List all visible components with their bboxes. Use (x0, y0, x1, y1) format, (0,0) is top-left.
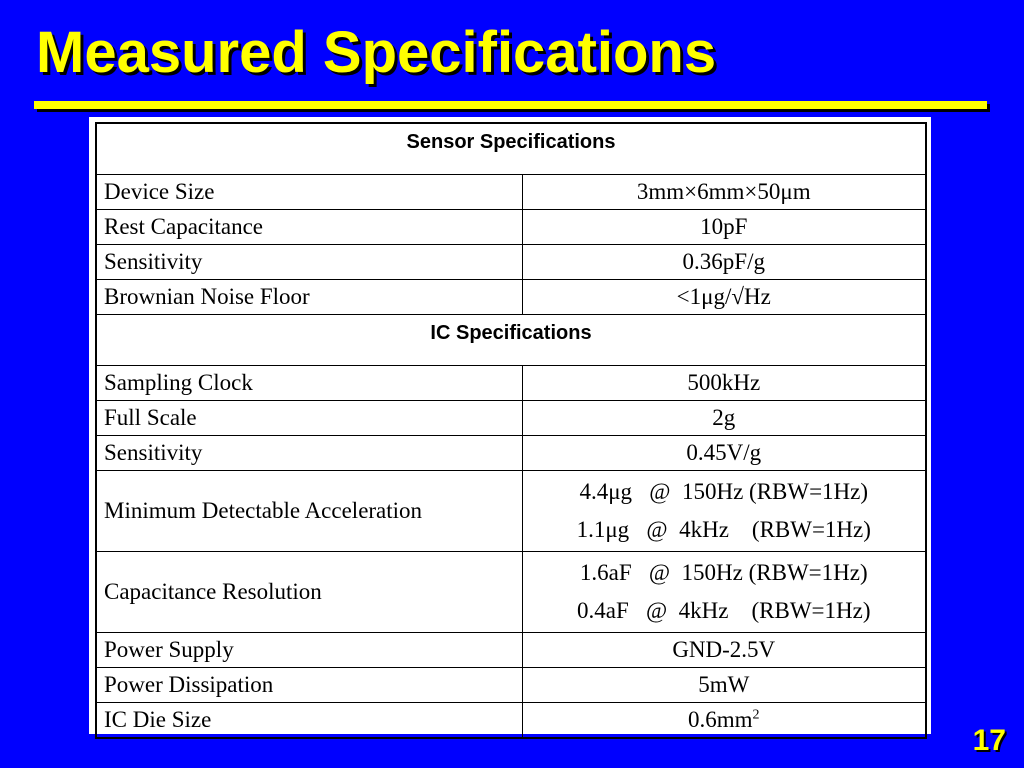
value-cell (522, 703, 926, 739)
table-section-header (96, 315, 926, 366)
value-cell: 500kHz (522, 366, 926, 401)
table-row (96, 175, 926, 210)
value-superscript: 2 (752, 707, 760, 723)
title-underline (34, 101, 987, 109)
value-cell: 5mW (522, 668, 926, 703)
value-cell: 2g (522, 401, 926, 436)
value-text: 0.6mm (687, 707, 753, 732)
slide-title: Measured Specifications (36, 20, 717, 85)
param-cell: Capacitance Resolution (96, 552, 522, 633)
value-cell (522, 552, 926, 633)
table-row (96, 401, 926, 436)
param-cell: Full Scale (96, 401, 522, 436)
param-cell: Sensitivity (96, 245, 522, 280)
sensor-section-heading: Sensor Specifications (96, 123, 926, 175)
ic-section-heading: IC Specifications (96, 315, 926, 366)
table-row (96, 366, 926, 401)
param-cell: Power Dissipation (96, 668, 522, 703)
table-row (96, 703, 926, 739)
table-section-header (96, 123, 926, 175)
param-cell: Sampling Clock (96, 366, 522, 401)
value-cell: 10pF (522, 210, 926, 245)
param-cell: Sensitivity (96, 436, 522, 471)
param-cell: Power Supply (96, 633, 522, 668)
param-cell: Minimum Detectable Acceleration (96, 471, 522, 552)
value-cell: <1μg/√Hz (522, 280, 926, 315)
param-cell: Brownian Noise Floor (96, 280, 522, 315)
spec-table-panel (89, 117, 931, 734)
value-cell: 0.36pF/g (522, 245, 926, 280)
slide-number: 17 (972, 724, 1006, 757)
value-cell (522, 471, 926, 552)
param-cell: Rest Capacitance (96, 210, 522, 245)
spec-table (95, 122, 927, 739)
table-row (96, 633, 926, 668)
table-row (96, 552, 926, 633)
value-line: 1.6aF @ 150Hz (RBW=1Hz) (579, 560, 868, 585)
value-line: 1.1μg @ 4kHz (RBW=1Hz) (576, 517, 871, 542)
value-cell: 3mm×6mm×50μm (522, 175, 926, 210)
table-row (96, 245, 926, 280)
table-row (96, 668, 926, 703)
param-cell: IC Die Size (96, 703, 522, 739)
value-line: 4.4μg @ 150Hz (RBW=1Hz) (579, 479, 869, 504)
value-cell: GND-2.5V (522, 633, 926, 668)
table-row (96, 210, 926, 245)
table-row (96, 280, 926, 315)
table-row (96, 436, 926, 471)
param-cell: Device Size (96, 175, 522, 210)
table-row (96, 471, 926, 552)
value-cell: 0.45V/g (522, 436, 926, 471)
value-line: 0.4aF @ 4kHz (RBW=1Hz) (577, 598, 871, 623)
